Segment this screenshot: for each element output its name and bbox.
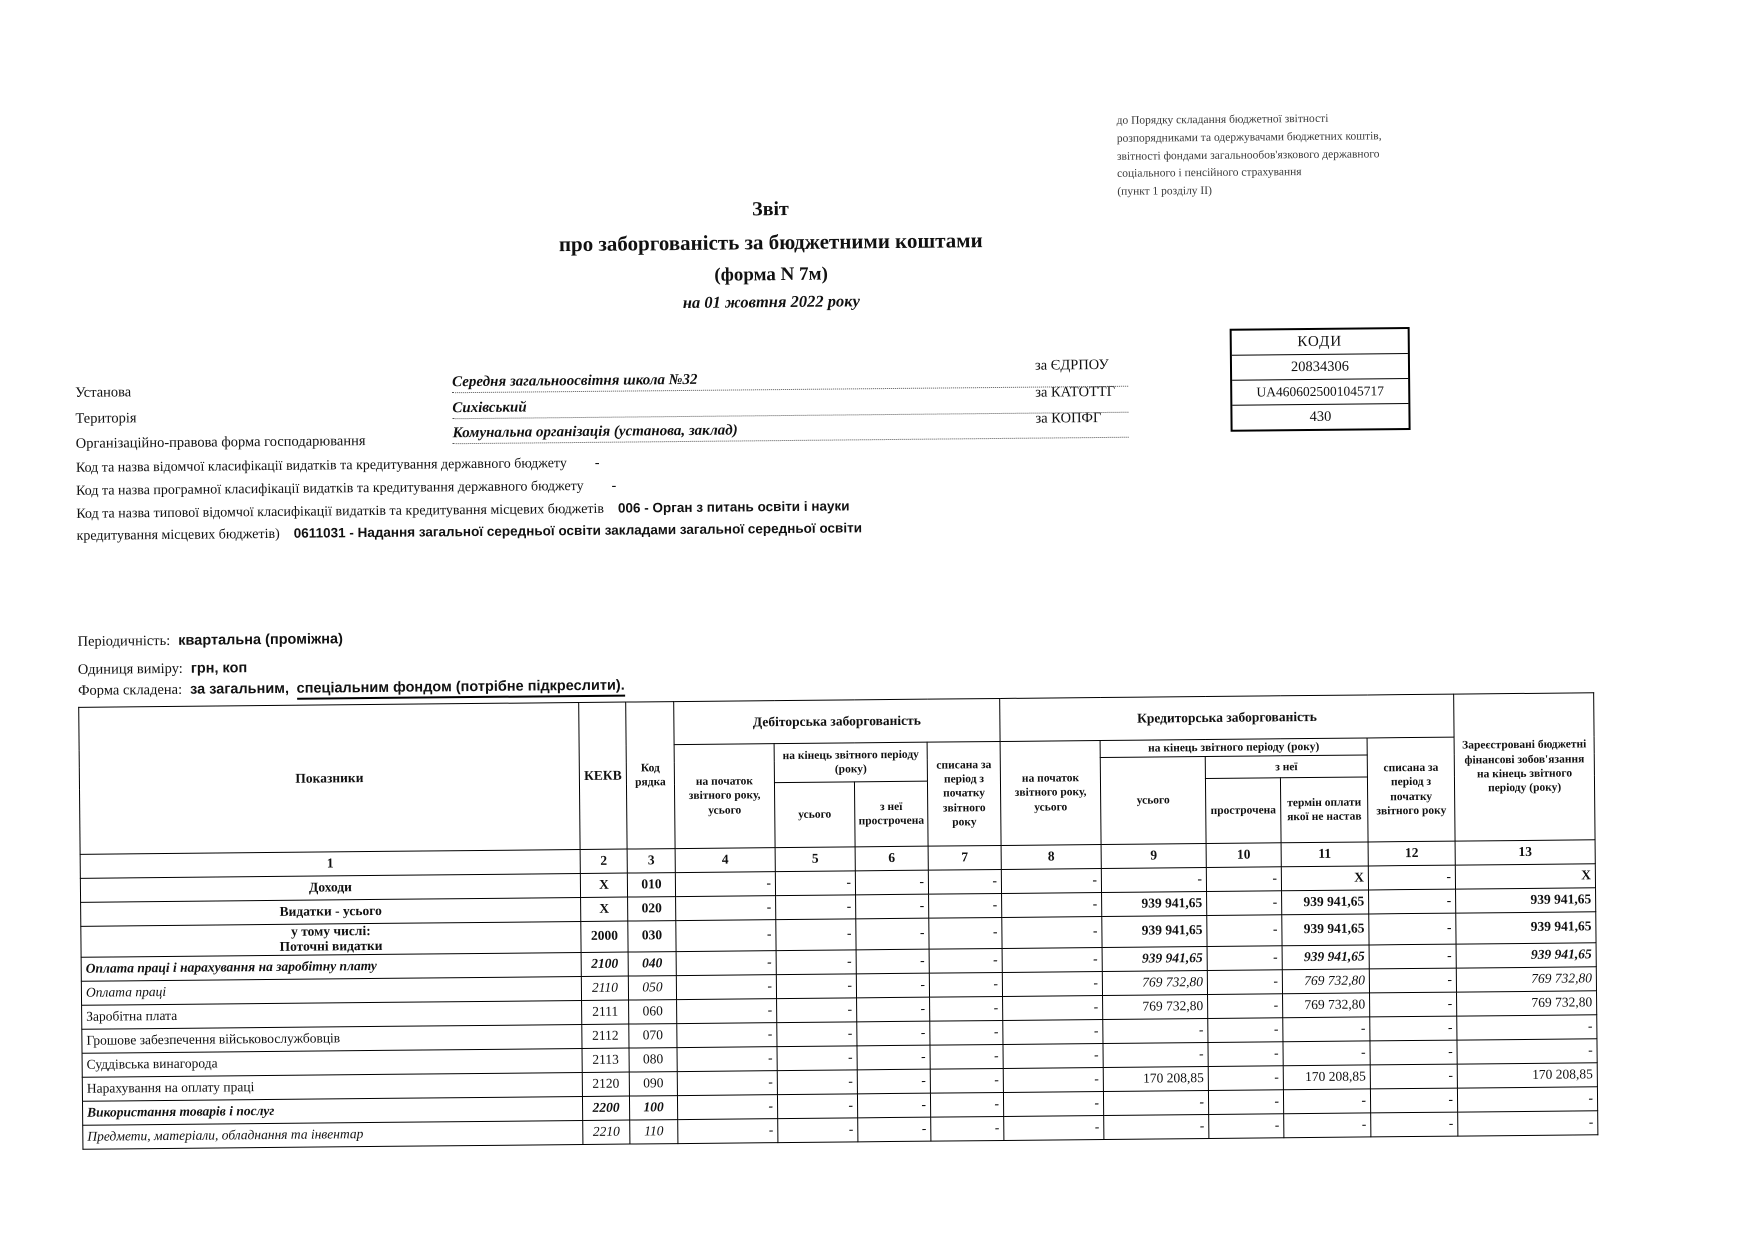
row-code: 110 [630, 1119, 678, 1143]
cell-col-10: - [1207, 969, 1282, 994]
cell-col-10: - [1206, 867, 1281, 892]
column-number-7: 7 [928, 845, 1001, 870]
cell-col-8: - [1002, 893, 1102, 918]
cell-col-11: 769 732,80 [1282, 969, 1369, 994]
row-kekv: 2113 [582, 1048, 629, 1072]
cell-col-8: - [1003, 1043, 1103, 1068]
column-number-10: 10 [1206, 843, 1281, 868]
cell-col-7: - [929, 917, 1002, 948]
cell-col-11: X [1281, 866, 1368, 891]
periodicity-value: квартальна (проміжна) [178, 631, 343, 649]
cell-col-5: - [777, 998, 857, 1023]
row-kekv: 2000 [581, 921, 628, 952]
col-header-debit-start: на початок звітного року, усього [674, 744, 775, 849]
cell-col-12: - [1369, 889, 1456, 914]
cell-col-12: - [1369, 944, 1456, 969]
note-line: до Порядку складання бюджетної звітності [1116, 112, 1329, 127]
column-number-6: 6 [855, 846, 928, 871]
classification-line [76, 520, 862, 545]
col-header-registered: Зареєстровані бюджетні фінансові зобов'язання на кінець звітного періоду (року) [1454, 693, 1595, 841]
cell-col-8: - [1001, 869, 1101, 894]
cell-col-12: - [1370, 992, 1457, 1017]
codes-label-edrpou: за ЄДРПОУ [1034, 356, 1109, 374]
form-fund-underlined: спеціальним фондом (потрібне підкреслити). [297, 678, 625, 700]
cell-col-11: - [1284, 1113, 1371, 1138]
cell-col-12: - [1369, 968, 1456, 993]
cell-col-8: - [1003, 1067, 1103, 1092]
row-code: 050 [628, 975, 676, 999]
field-value-ustanova: Середня загальноосвітня школа №32 [452, 368, 1128, 393]
cell-col-9: - [1104, 1114, 1209, 1139]
cell-col-11: - [1283, 1041, 1370, 1066]
cell-col-8: - [1002, 947, 1102, 972]
cell-col-11: - [1283, 1089, 1370, 1114]
cell-col-10: - [1209, 1113, 1284, 1138]
codes-label-katottg: за КАТОТТГ [1035, 383, 1116, 401]
title-line-2: про заборгованість за бюджетними коштами [558, 228, 983, 257]
cell-col-11: 769 732,80 [1283, 993, 1370, 1018]
cell-col-12: - [1368, 865, 1455, 890]
row-kekv: 2112 [582, 1024, 629, 1048]
classification-code: 006 - Орган з питань освіти і науки [617, 498, 850, 516]
note-line: звітності фондами загальнообов'язкового державного [1116, 147, 1380, 163]
cell-col-4: - [678, 1118, 778, 1143]
code-katottg: UA4606025001045717 [1232, 378, 1408, 405]
column-number-8: 8 [1001, 845, 1101, 870]
column-number-13: 13 [1455, 840, 1595, 865]
cell-col-11: 170 208,85 [1283, 1065, 1370, 1090]
col-header-credit-total: усього [1100, 757, 1206, 845]
column-number-1: 1 [80, 850, 580, 879]
cell-col-6: - [857, 1021, 930, 1046]
column-number-12: 12 [1368, 841, 1455, 866]
classification-text: Код та назва програмної класифікації видатків та кредитування державного бюджету [76, 478, 584, 499]
cell-col-4: - [676, 974, 776, 999]
unit-label: Одиниця виміру: [77, 660, 183, 678]
row-kekv: 2110 [581, 976, 628, 1000]
cell-col-9: 170 208,85 [1103, 1066, 1208, 1091]
cell-col-4: - [675, 872, 775, 897]
cell-col-8: - [1002, 917, 1102, 949]
cell-col-6: - [856, 918, 929, 949]
cell-col-9: 939 941,65 [1102, 891, 1207, 916]
row-label: Видатки - усього [81, 898, 581, 927]
cell-col-5: - [777, 1094, 857, 1119]
form-composed-line [78, 678, 625, 700]
col-header-row-code: Код рядка [626, 702, 675, 849]
cell-col-6: - [857, 1069, 930, 1094]
cell-col-4: - [677, 1022, 777, 1047]
note-line: розпорядниками та одержувачами бюджетних коштів, [1116, 130, 1382, 145]
cell-col-6: - [856, 894, 929, 919]
cell-col-11: 939 941,65 [1282, 914, 1369, 946]
classification-text: Код та назва відомчої класифікації видатків та кредитування державного бюджету [75, 456, 567, 476]
cell-col-12: - [1371, 1112, 1458, 1137]
classification-line [76, 498, 849, 522]
cell-col-10: - [1208, 1065, 1283, 1090]
cell-col-5: - [775, 871, 855, 896]
cell-col-6: - [857, 1045, 930, 1070]
cell-col-8: - [1003, 1019, 1103, 1044]
cell-col-8: - [1004, 1115, 1104, 1140]
row-code: 080 [629, 1047, 677, 1071]
cell-col-6: - [855, 870, 928, 895]
cell-col-7: - [928, 869, 1001, 894]
report-title [105, 192, 1436, 319]
codes-label-kopfg: за КОПФГ [1035, 409, 1102, 427]
column-number-5: 5 [775, 847, 855, 872]
code-kopfg: 430 [1232, 403, 1408, 430]
cell-col-11: - [1283, 1017, 1370, 1042]
cell-col-4: - [677, 1070, 777, 1095]
cell-col-13: 939 941,65 [1456, 912, 1596, 944]
periodicity-label: Періодичність: [77, 632, 171, 650]
col-group-credit: Кредиторська заборгованість [1000, 694, 1454, 741]
row-label: Оплата праці і нарахування на заробітну плату [81, 952, 581, 981]
row-code: 070 [629, 1023, 677, 1047]
col-header-debit-end-period: на кінець звітного періоду (року) [774, 742, 927, 782]
cell-col-13: - [1457, 1038, 1597, 1063]
col-header-kekv: КЕКВ [579, 702, 627, 849]
cell-col-9: 769 732,80 [1103, 994, 1208, 1019]
row-kekv: 2120 [582, 1072, 629, 1096]
cell-col-7: - [930, 996, 1003, 1021]
cell-col-5: - [776, 950, 856, 975]
column-number-9: 9 [1101, 844, 1206, 869]
row-label: Доходи [80, 874, 580, 903]
cell-col-13: 939 941,65 [1456, 888, 1596, 913]
cell-col-4: - [677, 1094, 777, 1119]
col-header-debit-written-off: списана за період з початку звітного року [927, 741, 1001, 846]
col-header-credit-end-period: на кінець звітного періоду (року) [1100, 738, 1367, 758]
cell-col-9: - [1103, 1042, 1208, 1067]
row-code: 020 [628, 897, 676, 921]
cell-col-10: - [1208, 1041, 1283, 1066]
cell-col-13: X [1455, 864, 1595, 889]
field-label-orgforma: Організаційно-правова форма господарювання [75, 433, 366, 452]
cell-col-13: 170 208,85 [1457, 1062, 1597, 1087]
cell-col-6: - [857, 1093, 930, 1118]
cell-col-6: - [856, 973, 929, 998]
cell-col-8: - [1002, 971, 1102, 996]
cell-col-7: - [931, 1116, 1004, 1141]
cell-col-7: - [929, 893, 1002, 918]
row-code: 030 [628, 921, 676, 952]
cell-col-11: 939 941,65 [1282, 945, 1369, 970]
col-group-debit: Дебіторська заборгованість [674, 698, 1000, 744]
row-label: Грошове забезпечення військовослужбовців [82, 1024, 582, 1053]
cell-col-9: 939 941,65 [1102, 946, 1207, 971]
cell-col-10: - [1208, 1017, 1283, 1042]
debt-report-table [78, 692, 1598, 1149]
cell-col-9: 769 732,80 [1102, 970, 1207, 995]
col-header-credit-start: на початок звітного року, усього [1000, 741, 1101, 846]
cell-col-13: 769 732,80 [1457, 990, 1597, 1015]
row-label: Заробітна плата [82, 1000, 582, 1029]
cell-col-9: - [1103, 1090, 1208, 1115]
cell-col-7: - [929, 948, 1002, 973]
cell-col-8: - [1003, 1091, 1103, 1116]
row-kekv: X [580, 873, 627, 897]
codes-box [1230, 327, 1411, 432]
cell-col-5: - [778, 1118, 858, 1143]
cell-col-6: - [856, 949, 929, 974]
row-code: 040 [628, 951, 676, 975]
top-right-note [1117, 110, 1463, 202]
row-label: Нарахування на оплату праці [82, 1072, 582, 1101]
title-line-3: (форма N 7м) [714, 263, 828, 286]
unit-line [78, 660, 248, 679]
row-code: 100 [629, 1095, 677, 1119]
cell-col-9: - [1101, 868, 1206, 893]
unit-value: грн, коп [190, 660, 248, 677]
cell-col-10: - [1208, 1089, 1283, 1114]
cell-col-10: - [1207, 891, 1282, 916]
cell-col-12: - [1370, 1088, 1457, 1113]
row-label: Суддівська винагорода [82, 1048, 582, 1077]
row-kekv: 2111 [582, 1000, 629, 1024]
cell-col-5: - [777, 1022, 857, 1047]
cell-col-13: - [1458, 1086, 1598, 1111]
row-code: 010 [627, 873, 675, 897]
field-label-terytoriia: Територія [75, 410, 137, 427]
col-header-credit-of-it: з неї [1205, 755, 1367, 778]
cell-col-13: 939 941,65 [1456, 942, 1596, 967]
cell-col-4: - [677, 998, 777, 1023]
cell-col-6: - [857, 997, 930, 1022]
cell-col-8: - [1003, 995, 1103, 1020]
classification-text: Код та назва типової відомчої класифікації видатків та кредитування місцевих бюджетів [76, 501, 605, 522]
row-code: 060 [629, 999, 677, 1023]
col-header-debit-overdue: з неї прострочена [854, 781, 928, 847]
cell-col-12: - [1370, 1016, 1457, 1041]
cell-col-4: - [676, 950, 776, 975]
col-header-credit-overdue: прострочена [1205, 778, 1281, 844]
cell-col-13: 769 732,80 [1456, 966, 1596, 991]
field-value-orgforma: Комунальна організація (установа, заклад) [453, 419, 1129, 444]
field-label-ustanova: Установа [75, 384, 132, 401]
note-line: (пункт 1 розділу ІІ) [1117, 185, 1212, 199]
cell-col-4: - [677, 1046, 777, 1071]
cell-col-10: - [1207, 915, 1282, 946]
cell-col-11: 939 941,65 [1282, 890, 1369, 915]
classification-code: - [594, 455, 600, 471]
column-number-3: 3 [627, 849, 675, 873]
cell-col-7: - [929, 972, 1002, 997]
row-label: Оплата праці [81, 976, 581, 1005]
cell-col-5: - [777, 1046, 857, 1071]
code-edrpou: 20834306 [1232, 353, 1408, 380]
cell-col-13: - [1458, 1110, 1598, 1135]
classification-line [76, 479, 616, 500]
note-line: соціального і пенсійного страхування [1117, 166, 1302, 181]
title-line-1: Звіт [751, 197, 789, 221]
cell-col-12: - [1369, 913, 1456, 945]
row-label: у тому числі: Поточні видатки [81, 922, 581, 957]
cell-col-10: - [1207, 945, 1282, 970]
row-kekv: 2100 [581, 952, 628, 976]
title-date: на 01 жовтня 2022 року [682, 291, 860, 312]
cell-col-4: - [676, 920, 776, 952]
cell-col-7: - [930, 1068, 1003, 1093]
cell-col-5: - [776, 974, 856, 999]
cell-col-9: - [1103, 1018, 1208, 1043]
cell-col-10: - [1208, 993, 1283, 1018]
row-kekv: X [581, 897, 628, 921]
cell-col-6: - [858, 1117, 931, 1142]
col-header-debit-total: усього [774, 782, 855, 848]
cell-col-7: - [930, 1092, 1003, 1117]
cell-col-4: - [676, 896, 776, 921]
col-header-credit-written-off: списана за період з початку звітного року [1367, 737, 1455, 842]
cell-col-9: 939 941,65 [1102, 915, 1207, 947]
form-fund-lead: за загальним, [190, 680, 290, 698]
column-number-11: 11 [1281, 842, 1368, 867]
codes-box-header: КОДИ [1297, 333, 1343, 351]
cell-col-12: - [1370, 1040, 1457, 1065]
cell-col-5: - [776, 919, 856, 950]
table-body [80, 864, 1598, 1149]
col-header-credit-not-due: термін оплати якої не настав [1280, 777, 1368, 843]
periodicity-line [78, 631, 343, 651]
row-code: 090 [629, 1071, 677, 1095]
classification-code: - [611, 478, 617, 494]
row-kekv: 2200 [582, 1096, 629, 1120]
cell-col-13: - [1457, 1014, 1597, 1039]
cell-col-5: - [776, 895, 856, 920]
classification-code: 0611031 - Надання загальної середньої освіти закладами загальної середньої освіти [293, 520, 863, 541]
field-value-terytoriia: Сихівський [452, 394, 1128, 419]
cell-col-7: - [930, 1020, 1003, 1045]
col-header-indicators: Показники [79, 703, 580, 855]
cell-col-7: - [930, 1044, 1003, 1069]
row-label: Предмети, матеріали, обладнання та інвентар [83, 1120, 583, 1149]
classification-line [76, 456, 600, 477]
row-label: Використання товарів і послуг [82, 1096, 582, 1125]
column-number-4: 4 [675, 848, 775, 873]
cell-col-12: - [1370, 1064, 1457, 1089]
column-number-2: 2 [580, 849, 627, 873]
classification-text: кредитування місцевих бюджетів) [76, 526, 280, 544]
row-kekv: 2210 [583, 1120, 630, 1144]
form-composed-label: Форма складена: [77, 681, 183, 699]
cell-col-5: - [777, 1070, 857, 1095]
